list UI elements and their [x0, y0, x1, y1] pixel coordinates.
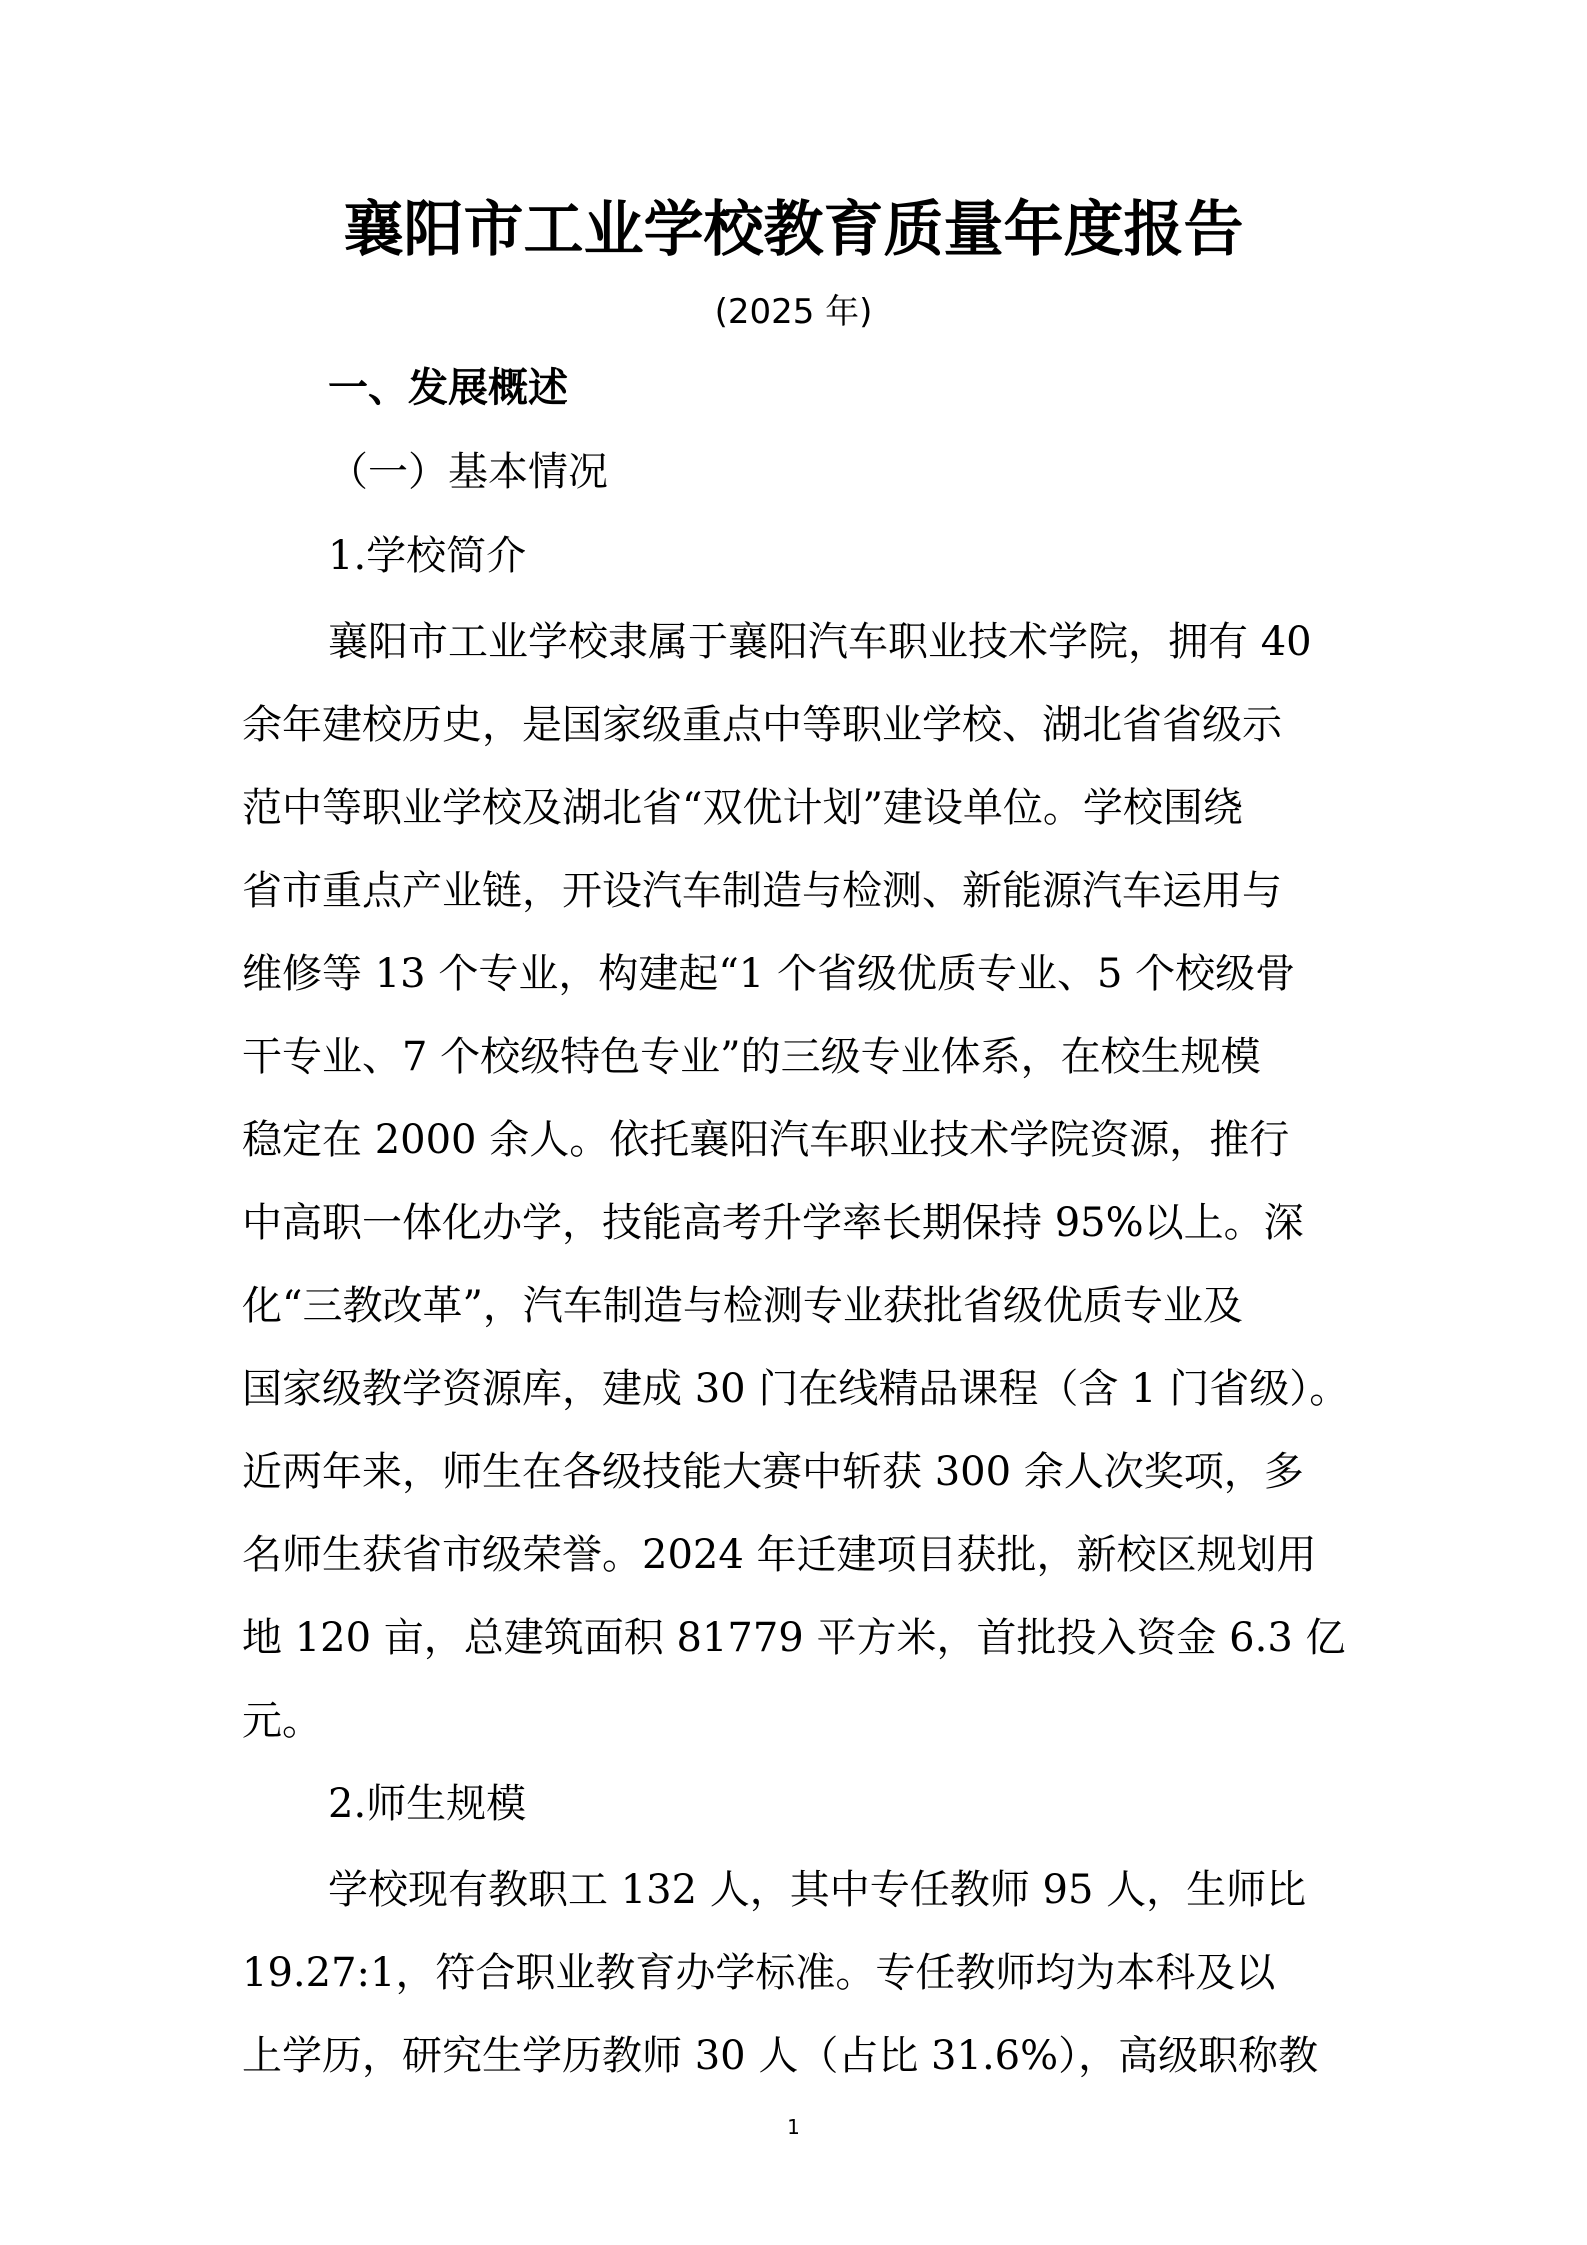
paragraph-line: 近两年来，师生在各级技能大赛中斩获 300 余人次奖项，多 [242, 1449, 1304, 1495]
paragraph-line: 余年建校历史，是国家级重点中等职业学校、湖北省省级示 [242, 702, 1282, 748]
page-number: 1 [787, 2115, 800, 2139]
subsection-heading: （一）基本情况 [328, 449, 608, 495]
paragraph-line: 干专业、7 个校级特色专业”的三级专业体系，在校生规模 [242, 1034, 1261, 1080]
paragraph-line: 稳定在 2000 余人。依托襄阳汽车职业技术学院资源，推行 [242, 1117, 1290, 1163]
item-1-title: 1.学校简介 [328, 533, 527, 579]
paragraph-line: 上学历，研究生学历教师 30 人（占比 31.6%），高级职称教 [242, 2033, 1319, 2079]
paragraph-line: 地 120 亩，总建筑面积 81779 平方米，首批投入资金 6.3 亿 [242, 1615, 1346, 1661]
document-title: 襄阳市工业学校教育质量年度报告 [343, 195, 1244, 265]
paragraph-line: 元。 [242, 1698, 322, 1744]
paragraph-line: 襄阳市工业学校隶属于襄阳汽车职业技术学院，拥有 40 [328, 619, 1312, 665]
paragraph-line: 化“三教改革”，汽车制造与检测专业获批省级优质专业及 [242, 1283, 1243, 1329]
paragraph-line: 维修等 13 个专业，构建起“1 个省级优质专业、5 个校级骨 [242, 951, 1296, 997]
paragraph-line: 省市重点产业链，开设汽车制造与检测、新能源汽车运用与 [242, 868, 1282, 914]
paragraph-line: 国家级教学资源库，建成 30 门在线精品课程（含 1 门省级）。 [242, 1366, 1350, 1412]
paragraph-line: 中高职一体化办学，技能高考升学率长期保持 95%以上。深 [242, 1200, 1304, 1246]
paragraph-line: 学校现有教职工 132 人，其中专任教师 95 人，生师比 [328, 1867, 1307, 1913]
section-heading: 一、发展概述 [328, 365, 568, 411]
item-2-title: 2.师生规模 [328, 1781, 527, 1827]
paragraph-line: 范中等职业学校及湖北省“双优计划”建设单位。学校围绕 [242, 785, 1243, 831]
document-year-label: (2025 年) [714, 292, 873, 332]
paragraph-line: 名师生获省市级荣誉。2024 年迁建项目获批，新校区规划用 [242, 1532, 1317, 1578]
paragraph-line: 19.27:1，符合职业教育办学标准。专任教师均为本科及以 [242, 1950, 1276, 1996]
